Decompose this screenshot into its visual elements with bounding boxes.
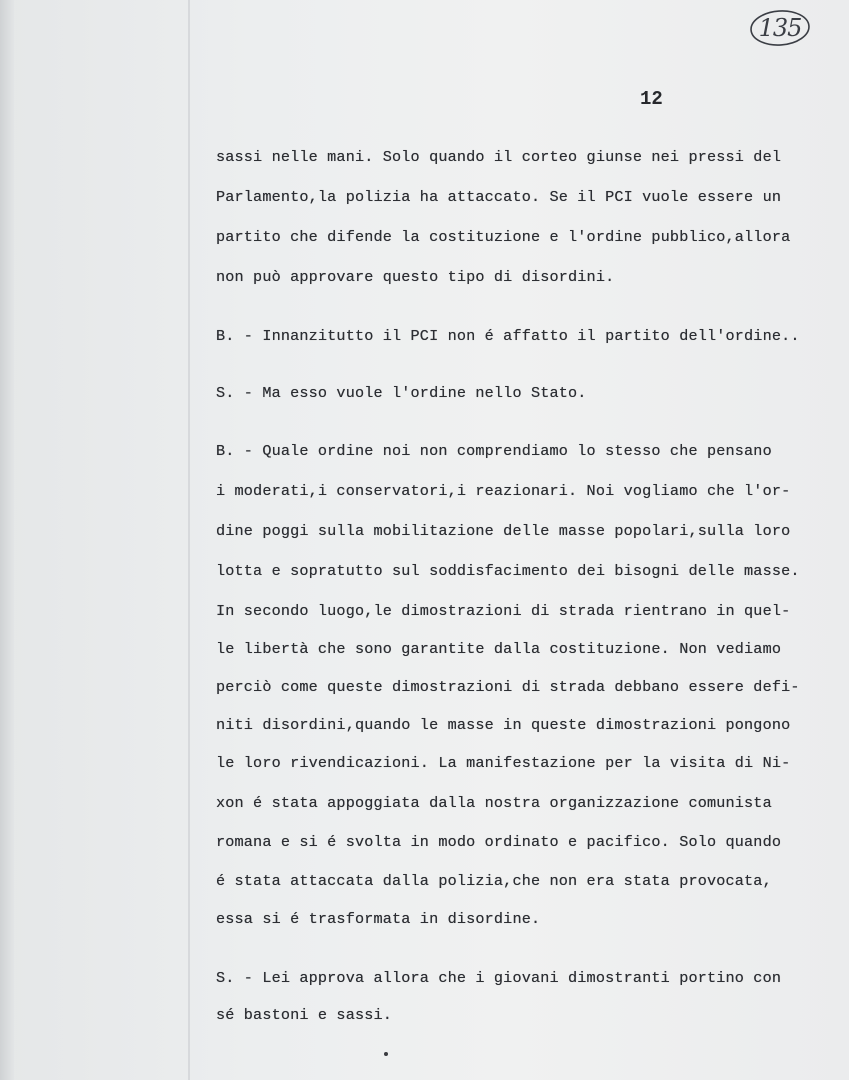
text-line: In secondo luogo,le dimostrazioni di strada rientrano in quel- [216, 602, 791, 620]
text-line: sé bastoni e sassi. [216, 1006, 393, 1024]
text-line: le libertà che sono garantite dalla costituzione. Non vediamo [216, 640, 782, 658]
ink-dot [384, 1052, 388, 1056]
page-edge-shadow [0, 0, 14, 1080]
text-line: Parlamento,la polizia ha attaccato. Se il PCI vuole essere un [216, 188, 782, 206]
text-line: S. - Ma esso vuole l'ordine nello Stato. [216, 384, 587, 402]
text-line: le loro rivendicazioni. La manifestazione per la visita di Ni- [216, 754, 791, 772]
text-line: i moderati,i conservatori,i reazionari. Noi vogliamo che l'or- [216, 482, 791, 500]
text-line: niti disordini,quando le masse in queste dimostrazioni pongono [216, 716, 791, 734]
page-number: 12 [640, 88, 663, 110]
text-line: lotta e sopratutto sul soddisfacimento dei bisogni delle masse. [216, 562, 800, 580]
archive-stamp [748, 8, 812, 48]
text-line: perciò come queste dimostrazioni di strada debbano essere defi- [216, 678, 800, 696]
text-line: xon é stata appoggiata dalla nostra organizzazione comunista [216, 794, 772, 812]
text-line: non può approvare questo tipo di disordini. [216, 268, 615, 286]
text-line: S. - Lei approva allora che i giovani dimostranti portino con [216, 969, 782, 987]
text-line: dine poggi sulla mobilitazione delle masse popolari,sulla loro [216, 522, 791, 540]
text-line: partito che difende la costituzione e l'ordine pubblico,allora [216, 228, 791, 246]
text-line: é stata attaccata dalla polizia,che non era stata provocata, [216, 872, 772, 890]
text-line: B. - Innanzitutto il PCI non é affatto il partito dell'ordine.. [216, 327, 800, 345]
text-line: essa si é trasformata in disordine. [216, 910, 541, 928]
text-line: sassi nelle mani. Solo quando il corteo giunse nei pressi del [216, 148, 782, 166]
stamp-number: 135 [758, 14, 802, 42]
text-line: romana e si é svolta in modo ordinato e pacifico. Solo quando [216, 833, 782, 851]
paper-crease [188, 0, 190, 1080]
text-line: B. - Quale ordine noi non comprendiamo lo stesso che pensano [216, 442, 772, 460]
